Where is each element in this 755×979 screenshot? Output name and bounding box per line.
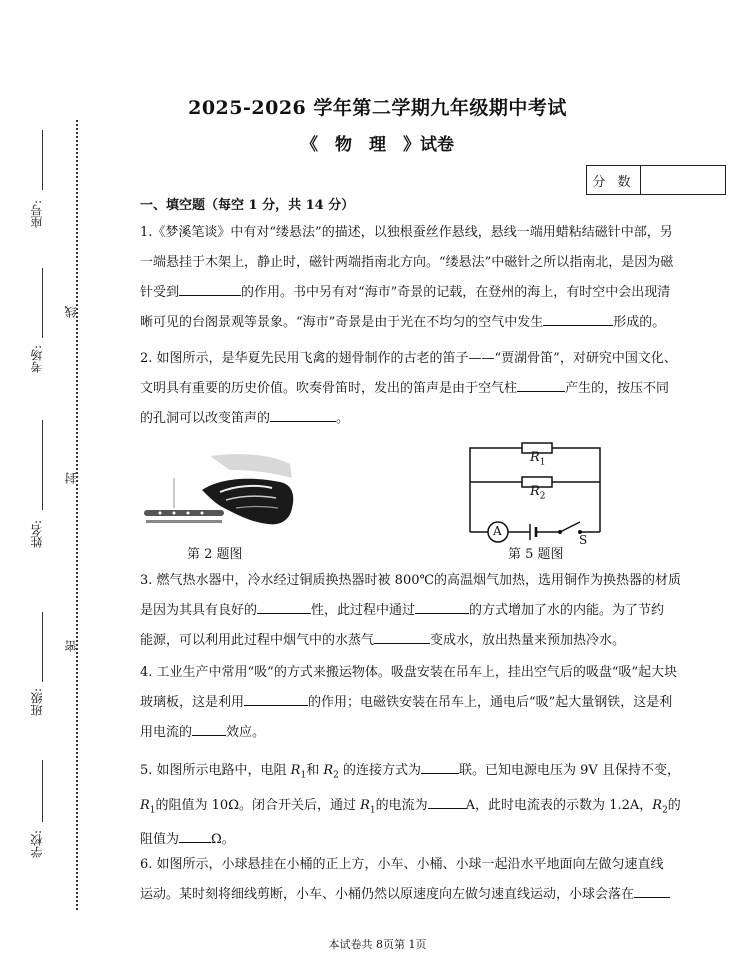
q2-line3-text-b: 。: [336, 411, 350, 426]
q1-blank-2[interactable]: [543, 311, 613, 326]
q1-line4-text-a: 晰可见的台阁景观等景象。“海市”奇景是由于光在不均匀的空气中发生: [140, 315, 544, 330]
q3-line2-text-a: 是因为其具有良好的: [140, 603, 258, 618]
q4-line2-text-b: 的作用；电磁铁安装在吊车上，通电后“吸”起大量钢铁，这是利: [308, 695, 673, 710]
exam-subtitle: 《 物 理 》试卷: [301, 135, 454, 155]
q3-line2: [140, 596, 718, 626]
q4-line2: [140, 688, 718, 718]
q5-line1: 5. 如图所示电路中，电阻 $R_1$和 $R_2$ 的连接方式为 联。已知电源电压为 9V 且保持不变，: [140, 756, 718, 791]
exam-room-label: 考场:: [30, 345, 44, 374]
q6-blank-1[interactable]: [634, 883, 670, 898]
q4-line3-text-a: 用电流的: [140, 725, 193, 740]
q4-line2-text-a: 玻璃板，这是利用: [140, 695, 245, 710]
binding-dotted-line: [76, 120, 78, 910]
q1-line2: 一端悬挂于木架上，静止时，磁针两端指南北方向。“缕悬法”中磁针之所以指南北，是因为磁: [140, 255, 674, 270]
q6-line2-text: 运动。某时刻将细线剪断，小车、小桶仍然以原速度向左做匀速直线运动，小球会落在: [140, 887, 635, 902]
question-5: [140, 756, 718, 855]
q3-line2-text-b: 性，此过程中通过: [311, 603, 416, 618]
seal-char-line: 线: [64, 306, 78, 318]
q3-line3: [140, 626, 718, 656]
q3-blank-1[interactable]: [257, 599, 311, 614]
q1-line1: 1.《梦溪笔谈》中有对“缕悬法”的描述，以独根蚕丝作悬线，悬线一端用蜡粘结磁针中部，另: [140, 225, 673, 240]
q2-line1: 2. 如图所示，是华夏先民用飞禽的翅骨制作的古老的笛子——“贾湖骨笛”，对研究中国文化、: [140, 351, 677, 366]
q3-line2-text-c: 的方式增加了水的内能。为了节约: [469, 603, 665, 618]
name-label: 姓名:: [30, 520, 44, 549]
q4-line3: [140, 718, 718, 748]
seal-char-secret: 密: [64, 640, 78, 652]
q2-line3-text-a: 的孔洞可以改变笛声的: [140, 411, 271, 426]
school-label: 学校:: [30, 830, 44, 859]
fig5-caption: 第 5 题图: [508, 547, 564, 562]
class-line: [42, 612, 43, 682]
q4-line3-text-b: 效应。: [226, 725, 266, 740]
score-box: [586, 165, 726, 195]
q5-blank-1[interactable]: [421, 759, 459, 774]
name-line: [42, 420, 43, 510]
q1-line4: [140, 308, 718, 338]
q3-line3-text-a: 能源，可以利用此过程中烟气中的水蒸气: [140, 633, 375, 648]
score-label: 分 数: [587, 166, 641, 194]
q1-line3: [140, 278, 718, 308]
q1-line3-text-b: 的作用。书中另有对“海市”奇景的记载，在登州的海上，有时空中会出现清: [241, 285, 671, 300]
question-4: [140, 658, 718, 748]
q6-line2: [140, 880, 718, 910]
page-footer: 本试卷共 8页第 1页: [328, 938, 427, 951]
question-2: [140, 344, 718, 434]
q6-line1: 6. 如图所示，小球悬挂在小桶的正上方，小车、小桶、小球一起沿水平地面向左做匀速直线: [140, 857, 664, 872]
q3-blank-2[interactable]: [415, 599, 469, 614]
question-1: [140, 218, 718, 338]
q5-line2: $R_1$的阻值为 10Ω。闭合开关后，通过 $R_1$的电流为 A，此时电流表的示数为 1.2A，$R_2$的: [140, 791, 718, 826]
switch-label: S: [579, 533, 588, 547]
q5-blank-2[interactable]: [428, 794, 466, 809]
q4-blank-2[interactable]: [192, 721, 226, 736]
q1-line3-text-a: 针受到: [140, 285, 180, 300]
section-fill-in-heading: 一、填空题（每空 1 分，共 14 分）: [140, 198, 355, 213]
q2-blank-2[interactable]: [270, 407, 336, 422]
q2-line2: [140, 374, 718, 404]
q2-line2-text-a: 文明具有重要的历史价值。吹奏骨笛时，发出的笛声是由于空气柱: [140, 381, 518, 396]
seal-char-seal: 封: [64, 472, 78, 484]
bone-flute-image: [140, 448, 300, 540]
class-label: 班级:: [30, 688, 44, 717]
q2-line2-text-b: 产生的，按压不同: [565, 381, 670, 396]
school-line: [42, 760, 43, 822]
question-6: [140, 850, 718, 910]
q1-blank-1[interactable]: [179, 281, 241, 296]
score-value-field[interactable]: [641, 166, 725, 194]
exam-room-line: [42, 268, 43, 338]
q3-line3-text-b: 变成水，放出热量来预加热冷水。: [430, 633, 626, 648]
q3-line1: 3. 燃气热水器中，冷水经过铜质换热器时被 800℃的高温烟气加热，选用铜作为换热器的材质: [140, 573, 682, 588]
question-3: [140, 566, 718, 656]
q5-line3: 阻值为 Ω。: [140, 825, 718, 855]
ammeter-label: A: [493, 524, 502, 538]
r1-label: $R_1$: [530, 450, 546, 468]
q4-blank-1[interactable]: [244, 691, 308, 706]
q5-blank-3[interactable]: [179, 828, 211, 843]
seat-number-label: 座号:: [30, 200, 44, 229]
q3-blank-3[interactable]: [374, 629, 430, 644]
fig2-caption: 第 2 题图: [187, 547, 243, 562]
exam-title: 2025-2026 学年第二学期九年级期中考试: [188, 97, 567, 119]
q2-blank-1[interactable]: [517, 377, 565, 392]
q2-line3: [140, 404, 718, 434]
q1-line4-text-b: 形成的。: [613, 315, 666, 330]
q4-line1: 4. 工业生产中常用“吸”的方式来搬运物体。吸盘安装在吊车上，挂出空气后的吸盘“吸”起大块: [140, 665, 678, 680]
r2-label: $R_2$: [530, 484, 546, 502]
